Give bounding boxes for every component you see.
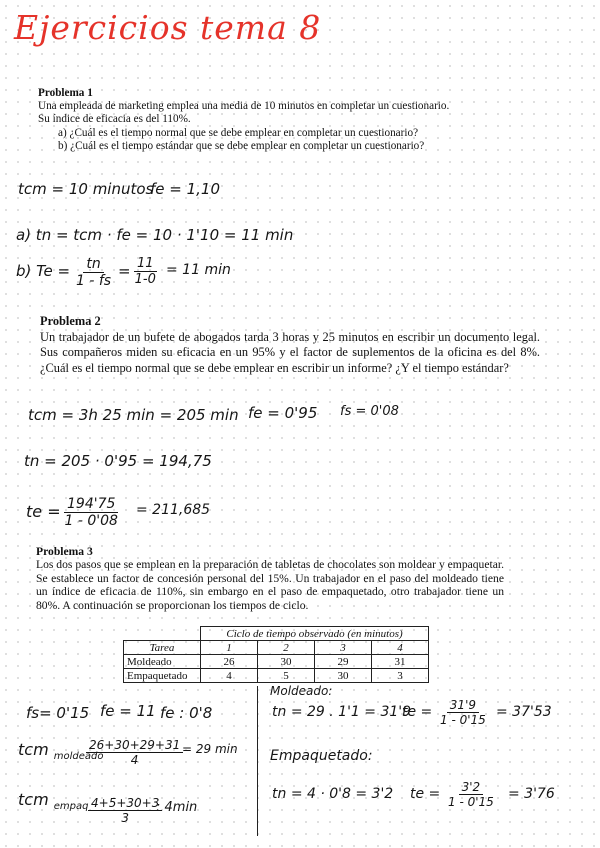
hw-p3-emp-te-result: = 3'76 [508,786,555,802]
divider-line [257,686,258,836]
problem-2-text: Un trabajador de un bufete de abogados tarda 3 horas y 25 minutos en escribir un documento legal. Sus compañeros miden su eficacia en un 95% y el factor de suplementos de la oficina es del 8%. ¿Cuál es el tiempo normal que se debe emplear en escribir un informe? ¿Y el tiempo estándar? [40,329,540,375]
hw-p3-tcm-emp-result: : 4min [156,800,198,815]
hw-p1-a: a) tn = tcm · fe = 10 · 1'10 = 11 min [16,226,294,244]
hw-p3-tcm-emp-den: 3 [121,811,129,825]
hw-p2-te-result: = 211,685 [136,502,211,518]
hw-p3-tcm-emp-sub: empaq [53,801,89,813]
table-header-row [124,641,429,655]
hw-p3-emp-te-lhs: te = [410,786,441,802]
hw-p2-te-den: 1 - 0'08 [64,513,118,529]
hw-p2-tn: tn = 205 · 0'95 = 194,75 [24,452,212,470]
hw-p3-mold-tn: tn = 29 . 1'1 = 31'9 [272,704,412,720]
hw-p3-mold-te-den: 1 - 0'15 [440,713,486,727]
hw-p3-tcm-emp-fraction [88,796,162,825]
table-cell: 30 [258,655,315,669]
hw-p1-tcm: tcm = 10 minutos [18,180,154,198]
table-corner [124,627,201,641]
hw-p3-tcm-emp-lhs [18,790,88,812]
hw-p3-fe1: fe = 11 [100,702,156,720]
hw-p3-tcm-mold-sub: moldeado [53,751,104,763]
problem-3-heading: Problema 3 [36,545,93,558]
hw-p3-mold-label: Moldeado: [270,684,333,698]
hw-p2-te-num: 194'75 [64,496,118,513]
hw-p3-mold-te-lhs: te = [402,704,433,720]
hw-p3-tcm-mold-label: tcm [18,740,49,759]
hw-p3-fe2: fe : 0'8 [160,704,213,722]
table-cell: 4 [201,669,258,683]
hw-p3-tcm-mold-result: = 29 min [182,742,238,756]
table-caption: Ciclo de tiempo observado (en minutos) [201,627,429,641]
hw-p1-b-eq: = [118,262,131,280]
hw-p2-fe: fe = 0'95 [248,404,318,422]
table-row [124,655,429,669]
table-cell: 3 [372,669,429,683]
hw-p1-fe: fe = 1,10 [150,180,221,198]
table-header-cell: 4 [372,641,429,655]
hw-p3-tcm-emp-label: tcm [18,790,49,809]
table-header-cell: 2 [258,641,315,655]
hw-p1-b-lhs: b) Te = [16,262,71,280]
hw-p2-te-fraction [64,496,118,529]
table-row [124,669,429,683]
table-cell: 26 [201,655,258,669]
table-header-cell: 1 [201,641,258,655]
cycle-time-table [123,626,429,683]
hw-p3-fs: fs= 0'15 [26,704,90,722]
hw-p3-mold-te-fraction [440,698,486,727]
problem-1-question-b: b) ¿Cuál es el tiempo estándar que se debe emplear en completar un cuestionario? [58,139,425,152]
hw-p2-fs: fs = 0'08 [340,404,399,419]
hw-p3-emp-te-fraction [448,780,494,809]
problem-2-heading: Problema 2 [40,314,101,328]
hw-p1-b-result: = 11 min [166,262,231,278]
hw-p2-te-lhs: te = [26,502,61,521]
table-cell: Empaquetado [124,669,201,683]
page-title: Ejercicios tema 8 [14,8,322,47]
problem-3-text: Los dos pasos que se emplean en la preparación de tabletas de chocolates son moldear y empaquetar. Se establece un factor de concesión personal del 15%. Un trabajador en el paso del moldeado tiene un índice de eficacia de 110%, sin embargo en el paso de empaquetado, otro trabajador tiene un 80%. A continuación se proporcionan los tiempos de ciclo. [36,558,504,612]
problem-2 [40,314,540,376]
problem-1-line-2: Su índice de eficacia es del 110%. [38,113,191,126]
hw-p1-b-den-2: 1-0 [134,272,156,287]
hw-p3-tcm-emp-num: 4+5+30+3 [88,796,162,811]
hw-p1-b-num-2: 11 [134,256,157,272]
hw-p3-mold-te-num: 31'9 [447,698,479,713]
hw-p1-b-fraction-1 [76,256,111,289]
problem-1-question-a: a) ¿Cuál es el tiempo normal que se debe emplear en completar un cuestionario? [58,126,419,139]
hw-p3-tcm-mold-fraction [86,738,183,767]
hw-p3-mold-te-result: = 37'53 [496,704,552,720]
table-header-cell: 3 [315,641,372,655]
hw-p1-b-fraction-2 [134,256,157,287]
problem-1 [38,87,449,153]
table-cell: 31 [372,655,429,669]
problem-1-heading: Problema 1 [38,87,93,99]
hw-p3-emp-tn: tn = 4 · 0'8 = 3'2 [272,786,394,802]
table-cell: Moldeado [124,655,201,669]
table-header-cell: Tarea [124,641,201,655]
hw-p2-tcm: tcm = 3h 25 min = 205 min [28,406,239,424]
hw-p3-emp-label: Empaquetado: [270,748,373,764]
problem-3 [36,545,504,612]
table-cell: 30 [315,669,372,683]
hw-p3-tcm-mold-den: 4 [130,753,139,767]
problem-1-line-1: Una empleada de marketing emplea una media de 10 minutos en completar un cuestionario. [38,100,450,113]
hw-p1-b-den-1: 1 - fs [76,273,112,289]
hw-p3-emp-te-num: 3'2 [459,780,484,795]
hw-p3-emp-te-den: 1 - 0'15 [448,795,494,809]
table-cell: 5 [258,669,315,683]
table-cell: 29 [315,655,372,669]
hw-p1-b-num-1: tn [83,256,103,273]
hw-p3-tcm-mold-num: 26+30+29+31 [86,738,183,753]
